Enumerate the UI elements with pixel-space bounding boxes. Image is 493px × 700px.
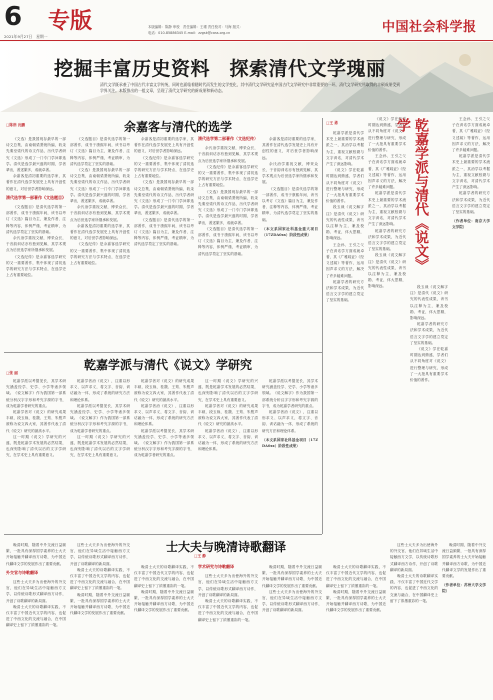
article2-paragraph: 这一时期《说文》学研究的兴盛，既是乾嘉学术发展的必然结果，也深刻影响了清代以后的文字学研究，在学术史上具有重要意义。 [6,434,66,458]
article3-col-8 [442,542,486,696]
article3-paragraph: 晚清士大夫的诗歌翻译实践，不仅丰富了中国近代文学的内容，也促进了中西文化的交流与融合，在中国翻译史上留下了浓墨重彩的一笔。 [198,599,258,622]
article1-paragraph: 《文选题目》是清代选学的第一部著作，成书于康熙年间，该书以考订《文选》篇目为主，兼及作者、注释等内容，体例严谨，考证精审，为清代选学奠定了坚实的基础。 [6,205,66,234]
article3-paragraph: 晚清士大夫的诗歌翻译实践，不仅丰富了中国近代文学的内容，也促进了中西文化的交流与融合，在中国翻译史上留下了浓墨重彩的一笔。 [326,565,386,588]
article2-paragraph: 乾嘉学者对《说文》的研究成果丰硕，段玉裁、桂馥、王筠、朱骏声被称为说文四大家，其著作代表了清代《说文》研究的最高水平。 [6,410,66,433]
article3-paragraph: 晚清时期，随着中外交流日益频繁，一批具有深厚国学素养的士大夫开始接触并翻译西方诗歌，为中国近代翻译文学的发展作出了重要贡献。 [326,589,386,613]
article1-byline: □陈浩 沈鹏 [6,123,26,127]
article3-col-3 [134,564,194,696]
article3-subheading: 外交官与诗歌翻译 [6,569,38,575]
article1-paragraph: 《文选》是我国现存最早的一部诗文总集，由南朝梁萧统所编，收录先秦至梁代的诗文作品，历代学者研究《文选》形成了一门专门学问即选学。清代是选学最兴盛的时期，学者辈出，著述繁多，成就卓著。 [198,189,258,225]
article2-paragraph: 乾嘉学者治《说文》，注重以形求义、以声求义，将文字、音韵、训诂融为一体，形成了系统的研究方法和理论体系。 [134,403,194,427]
article4-funding-note: （作者单位：南京大学文学院） [452,219,490,230]
article2-col-4 [198,378,258,532]
article4-paragraph: 段玉裁《说文解字注》是清代《说文》研究的代表性成果，该书以注释为主，兼及校勘、考证，体大思精，影响深远。 [326,205,364,241]
article1-paragraph: 余氏治学重视文献，博采众长，于音韵训诂亦有独到见解，其学术观点为后世选学家所继承和发展。 [262,161,318,185]
article2-paragraph: 乾嘉学者治《说文》，注重以形求义、以声求义，将文字、音韵、训诂融为一体，形成了系统的研究方法和理论体系。 [198,428,258,452]
editor-meta-line-1: 本版编辑：陈静 审校 责任编辑：王瑾 责任校对：马海 版式： [148,25,243,29]
page-number: 6 [4,2,23,32]
article3-col-5 [262,564,322,696]
article3-col-2 [70,542,130,696]
article1-paragraph: 余氏治学重视文献，博采众长，于音韵训诂亦有独到见解，其学术观点为后世选学家所继承和发展。 [6,236,66,253]
article2-paragraph: 这一时期《说文》学研究的兴盛，既是乾嘉学术发展的必然结果，也深刻影响了清代以后的文字学研究，在学术史上具有重要意义。 [198,379,258,402]
article3-paragraph: 这些士大夫多为出使海外的外交官，他们在异域生活中接触西方文学，以传统诗歌形式翻译西方诗作，开创了诗歌翻译的新局面。 [6,580,66,603]
article4-paragraph: 乾嘉学者的研究方法和学术成果，为近代语言文字学的建立奠定了坚实的基础。 [326,279,364,303]
article1-title: 余嘉客与清代的选学 [124,120,233,134]
article4-paragraph: 乾嘉学者的研究方法和学术成果，为近代语言文字学的建立奠定了坚实的基础。 [452,191,490,215]
article4-paragraph: 王念孙、王引之父子在训诂学方面成就卓著，其《广雅疏证》《经义述闻》等著作，运用因声求义的方法，解决了许多疑难问题。 [452,117,490,153]
article3-paragraph: 晚清士大夫的诗歌翻译实践，不仅丰富了中国近代文学的内容，也促进了中西文化的交流与融合，在中国翻译史上留下了浓墨重彩的一笔。 [6,604,66,628]
article4-paragraph: 《说文》学在乾嘉时期达到鼎盛，学者们从不同角度对《说文》进行整理与研究，形成了一大批具有重要学术价值的著作。 [368,117,406,153]
banner-title: 挖掘丰富历史资料 探索清代文学瑰丽 [54,58,386,80]
article4-col-2 [368,116,406,534]
article3-paragraph: 晚清士大夫的诗歌翻译实践，不仅丰富了中国近代文学的内容，也促进了中西文化的交流与融合，在中国翻译史上留下了浓墨重彩的一笔。 [134,565,194,588]
article2-paragraph: 乾嘉学派以考据见长，其学术研究涵盖经学、史学、小学等诸多领域。《说文解字》作为我国第一部系统分析汉字字形和考究字源的字书，成为乾嘉学者研究的重点。 [134,428,194,458]
article1-paragraph: 余嘉客是清初重要的选学家，其著作在清代选学发展史上具有开创性的意义，对后世学者影响深远。 [262,137,318,160]
article1-paragraph: 《文选纪传》是余嘉客选学研究的又一重要著作，集中体现了清初选学的研究方法与学术特点，在选学史上占有重要地位。 [6,254,66,278]
article4-paragraph: 乾嘉学者的研究方法和学术成果，为近代语言文字学的建立奠定了坚实的基础。 [410,322,448,345]
article1-paragraph: 《文选题目》是清代选学的第一部著作，成书于康熙年间，该书以考订《文选》篇目为主，兼及作者、注释等内容，体例严谨，考证精审，为清代选学奠定了坚实的基础。 [262,186,318,222]
article1-paragraph: 余嘉客是清初重要的选学家，其著作在清代选学发展史上具有开创性的意义，对后世学者影响深远。 [6,174,66,191]
article2 [6,356,318,532]
article4-col-5 [452,116,490,534]
article1-col-2 [70,136,130,350]
article2-title: 乾嘉学派与清代《说文》学研究 [84,358,253,372]
article4-col-4 [434,116,450,276]
article1-col-3 [134,136,194,350]
article4-paragraph: 王念孙、王引之父子在训诂学方面成就卓著，其《广雅疏证》《经义述闻》等著作，运用因声求义的方法，解决了许多疑难问题。 [326,242,364,278]
article4-paragraph: 乾嘉学派是清代学术史上最重要的学术流派之一，其治学以考据为主，重视文献校勘与文字训诂，对清代学术产生了深远影响。 [326,131,364,167]
editor-meta [148,24,338,36]
article2-paragraph: 乾嘉学者对《说文》的研究成果丰硕，段玉裁、桂馥、王筠、朱骏声被称为说文四大家，其著作代表了清代《说文》研究的最高水平。 [198,403,258,427]
article3-subheading: 学术研究与诗歌翻译 [198,564,234,569]
article1-paragraph: 《文选》是我国现存最早的一部诗文总集，由南朝梁萧统所编，收录先秦至梁代的诗文作品，历代学者研究《文选》形成了一门专门学问即选学。清代是选学最兴盛的时期，学者辈出，著述繁多，成就卓著。 [134,180,194,216]
article3-col-4 [198,564,258,696]
article1-paragraph: 余氏治学重视文献，博采众长，于音韵训诂亦有独到见解，其学术观点为后世选学家所继承和发展。 [70,205,130,222]
article1-paragraph: 《文选题目》是清代选学的第一部著作，成书于康熙年间，该书以考订《文选》篇目为主，兼及作者、注释等内容，体例严谨，考证精审，为清代选学奠定了坚实的基础。 [70,137,130,166]
article1-paragraph: 余嘉客是清初重要的选学家，其著作在清代选学发展史上具有开创性的意义，对后世学者影响深远。 [134,137,194,154]
article1-col-1 [6,136,66,350]
article3-col-7 [390,542,438,696]
banner [0,42,493,112]
article1-subheading: 清代选学第一部著作《文选题目》 [6,194,66,200]
article4-paragraph: 乾嘉学派是清代学术史上最重要的学术流派之一，其治学以考据为主，重视文献校勘与文字训诂，对清代学术产生了深远影响。 [452,154,490,190]
article2-paragraph: 乾嘉学者对《说文》的研究成果丰硕，段玉裁、桂馥、王筠、朱骏声被称为说文四大家，其著作代表了清代《说文》研究的最高水平。 [134,379,194,402]
article1-paragraph: 余嘉客是清初重要的选学家，其著作在清代选学发展史上具有开创性的意义，对后世学者影响深远。 [70,223,130,241]
article3-byline: □王 静 [194,554,206,558]
article3-paragraph: 晚清时期，随着中外交流日益频繁，一批具有深厚国学素养的士大夫开始接触并翻译西方诗歌，为中国近代翻译文学的发展作出了重要贡献。 [6,543,66,566]
article4-paragraph: 乾嘉学派是清代学术史上最重要的学术流派之一，其治学以考据为主，重视文献校勘与文字训诂，对清代学术产生了深远影响。 [368,191,406,227]
article1-paragraph: 《文选题目》是清代选学的第一部著作，成书于康熙年间，该书以考订《文选》篇目为主，兼及作者、注释等内容，体例严谨，考证精审，为清代选学奠定了坚实的基础。 [198,226,258,256]
article4-byline: □王 勇 [326,121,338,125]
section-title: 专版 [48,8,93,34]
article2-paragraph: 乾嘉学者治《说文》，注重以形求义、以声求义，将文字、音韵、训诂融为一体，形成了系统的研究方法和理论体系。 [70,379,130,402]
article3-paragraph: 这些士大夫多为出使海外的外交官，他们在异域生活中接触西方文学，以传统诗歌形式翻译西方诗作，开创了诗歌翻译的新局面。 [390,543,438,572]
masthead-rule [0,40,493,41]
article4 [326,116,490,534]
article2-col-1 [6,378,66,532]
article2-paragraph: 这一时期《说文》学研究的兴盛，既是乾嘉学术发展的必然结果，也深刻影响了清代以后的文字学研究，在学术史上具有重要意义。 [70,434,130,458]
article3-col-1 [6,542,66,696]
date-line: 2021年9月27日 星期一 [4,34,48,39]
article2-funding-note: （本文系国家社科基金项目（17ZDA0xx）阶段性成果） [262,437,318,449]
article1-col-4 [198,136,258,350]
article1 [6,118,318,350]
article4-paragraph: 乾嘉学者的研究方法和学术成果，为近代语言文字学的建立奠定了坚实的基础。 [368,228,406,252]
newspaper-name: 中国社会科学报 [382,20,477,35]
article3-paragraph: 晚清时期，随着中外交流日益频繁，一批具有深厚国学素养的士大夫开始接触并翻译西方诗歌，为中国近代翻译文学的发展作出了重要贡献。 [134,589,194,613]
article3-paragraph: 晚清时期，随着中外交流日益频繁，一批具有深厚国学素养的士大夫开始接触并翻译西方诗歌，为中国近代翻译文学的发展作出了重要贡献。 [442,543,486,579]
article2-col-2 [70,378,130,532]
article4-col-3 [410,284,448,534]
article3-paragraph: 晚清士大夫的诗歌翻译实践，不仅丰富了中国近代文学的内容，也促进了中西文化的交流与融合，在中国翻译史上留下了浓墨重彩的一笔。 [70,567,130,591]
article3-funding-note: （作者单位：苏州大学文学院） [442,583,486,594]
article1-paragraph: 《文选纪传》是余嘉客选学研究的又一重要著作，集中体现了清初选学的研究方法与学术特点，在选学史上占有重要地位。 [70,242,130,266]
article1-paragraph: 《文选题目》是清代选学的第一部著作，成书于康熙年间，该书以考订《文选》篇目为主，兼及作者、注释等内容，体例严谨，考证精审，为清代选学奠定了坚实的基础。 [134,217,194,247]
divider-horizontal-1 [4,352,322,353]
article2-paragraph: 乾嘉学派以考据见长，其学术研究涵盖经学、史学、小学等诸多领域。《说文解字》作为我国第一部系统分析汉字字形和考究字源的字书，成为乾嘉学者研究的重点。 [6,379,66,408]
article1-paragraph: 《文选纪传》是余嘉客选学研究的又一重要著作，集中体现了清初选学的研究方法与学术特点，在选学史上占有重要地位。 [198,164,258,188]
article1-paragraph: 余氏治学重视文献，博采众长，于音韵训诂亦有独到见解，其学术观点为后世选学家所继承和发展。 [198,146,258,163]
article2-paragraph: 乾嘉学者治《说文》，注重以形求义、以声求义，将文字、音韵、训诂融为一体，形成了系统的研究方法和理论体系。 [262,410,318,433]
article3-paragraph: 晚清时期，随着中外交流日益频繁，一批具有深厚国学素养的士大夫开始接触并翻译西方诗歌，为中国近代翻译文学的发展作出了重要贡献。 [262,565,322,588]
article2-byline: □张 丽 [6,371,18,375]
article3-title: 士大夫与晚清诗歌翻译 [166,540,287,554]
article3-paragraph: 这些士大夫多为出使海外的外交官，他们在异域生活中接触西方文学，以传统诗歌形式翻译西方诗作，开创了诗歌翻译的新局面。 [70,543,130,566]
article3-col-6 [326,564,386,696]
article3-paragraph: 晚清士大夫的诗歌翻译实践，不仅丰富了中国近代文学的内容，也促进了中西文化的交流与融合，在中国翻译史上留下了浓墨重彩的一笔。 [390,574,438,603]
article4-col-1 [326,130,364,534]
divider-vertical [322,118,323,534]
article3-paragraph: 这些士大夫多为出使海外的外交官，他们在异域生活中接触西方文学，以传统诗歌形式翻译西方诗作，开创了诗歌翻译的新局面。 [198,574,258,597]
article4-paragraph: 段玉裁《说文解字注》是清代《说文》研究的代表性成果，该书以注释为主，兼及校勘、考证，体大思精，影响深远。 [410,285,448,321]
article1-subheading: 清代选学第二部著作（文选纪传） [198,136,258,141]
editor-meta-line-2: 电话：010-85886345 E-mail：zzgsk@cass.org.cn [148,31,231,35]
article4-paragraph: 王念孙、王引之父子在训诂学方面成就卓著，其《广雅疏证》《经义述闻》等著作，运用因声求义的方法，解决了许多疑难问题。 [368,154,406,190]
divider-horizontal-2 [4,534,322,535]
banner-intro: 清代文学既承袭了中国古代丰富文学传统，同时也面临着随时代而发生的文学变化，其中清代文学研究是中国古代文学研究中非常重要的一环，清代文学研究所取得的丰硕成果受到学界关注。本版推出的一组文章，呈现了清代文学研究的新成果和新动态。 [100,82,400,93]
article1-paragraph: 《文选》是我国现存最早的一部诗文总集，由南朝梁萧统所编，收录先秦至梁代的诗文作品，历代学者研究《文选》形成了一门专门学问即选学。清代是选学最兴盛的时期，学者辈出，著述繁多，成就卓著。 [6,137,66,173]
article2-paragraph: 乾嘉学派以考据见长，其学术研究涵盖经学、史学、小学等诸多领域。《说文解字》作为我国第一部系统分析汉字字形和考究字源的字书，成为乾嘉学者研究的重点。 [70,403,130,433]
article2-col-5 [262,378,318,532]
article4-paragraph: 段玉裁《说文解字注》是清代《说文》研究的代表性成果，该书以注释为主，兼及校勘、考证，体大思精，影响深远。 [368,253,406,289]
article1-paragraph: 《文选纪传》是余嘉客选学研究的又一重要著作，集中体现了清初选学的研究方法与学术特点，在选学史上占有重要地位。 [134,155,194,179]
article4-paragraph: 《说文》学在乾嘉时期达到鼎盛，学者们从不同角度对《说文》进行整理与研究，形成了一大批具有重要学术价值的著作。 [326,168,364,204]
article4-paragraph: 《说文》学在乾嘉时期达到鼎盛，学者们从不同角度对《说文》进行整理与研究，形成了一大批具有重要学术价值的著作。 [410,347,448,383]
article2-col-3 [134,378,194,532]
article1-paragraph: 《文选》是我国现存最早的一部诗文总集，由南朝梁萧统所编，收录先秦至梁代的诗文作品，历代学者研究《文选》形成了一门专门学问即选学。清代是选学最兴盛的时期，学者辈出，著述繁多，成就卓著。 [70,168,130,204]
article3 [6,538,486,696]
article2-paragraph: 乾嘉学派以考据见长，其学术研究涵盖经学、史学、小学等诸多领域。《说文解字》作为我国第一部系统分析汉字字形和考究字源的字书，成为乾嘉学者研究的重点。 [262,379,318,408]
article4-title: 乾嘉学派与清代《说文》学 [395,118,429,272]
article1-col-5 [262,136,318,350]
article1-funding-note: （本文系国家社科基金重大项目（17ZDA0xx）阶段性成果） [262,226,318,238]
article3-paragraph: 晚清时期，随着中外交流日益频繁，一批具有深厚国学素养的士大夫开始接触并翻译西方诗歌，为中国近代翻译文学的发展作出了重要贡献。 [70,592,130,616]
article3-paragraph: 这些士大夫多为出使海外的外交官，他们在异域生活中接触西方文学，以传统诗歌形式翻译西方诗作，开创了诗歌翻译的新局面。 [262,589,322,613]
